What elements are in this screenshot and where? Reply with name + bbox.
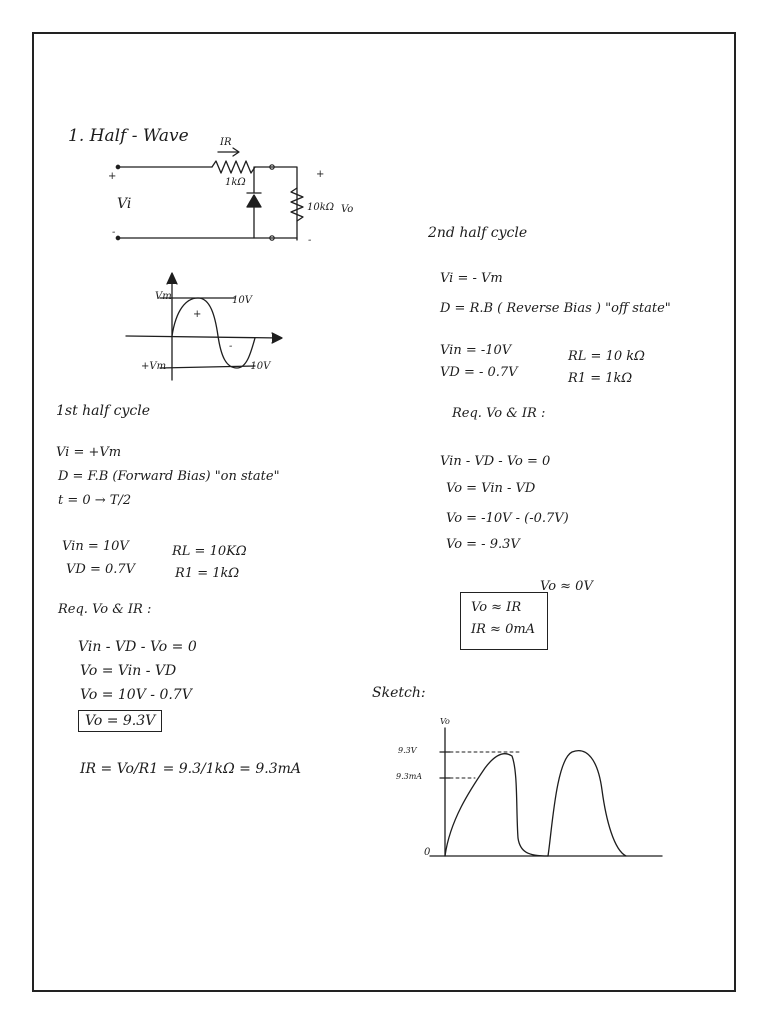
- equation-line: Vo = Vin - VD: [80, 663, 177, 679]
- load-resistor-label: 10kΩ: [307, 202, 335, 213]
- current-label: IR: [220, 137, 232, 148]
- boxed-line: IR ≈ 0mA: [471, 622, 536, 637]
- given-value: R1 = 1kΩ: [175, 566, 240, 581]
- output-minus-sign: -: [308, 235, 312, 246]
- given-value: VD = - 0.7V: [440, 365, 518, 380]
- second-half-line: D = R.B ( Reverse Bias ) "off state": [440, 301, 671, 316]
- given-value: VD = 0.7V: [66, 562, 136, 577]
- input-minus-sign: -: [112, 227, 116, 238]
- second-half-heading: 2nd half cycle: [428, 225, 528, 241]
- tick-label: 9.3mA: [396, 772, 423, 781]
- equation-line: Vo = - 9.3V: [446, 537, 520, 552]
- output-plus-sign: +: [316, 169, 325, 180]
- negative-vm-label: +Vm: [141, 361, 167, 372]
- negative-peak-label: -10V: [247, 361, 271, 372]
- second-half-line: Vi = - Vm: [440, 271, 503, 286]
- approx-result: Vo ≈ 0V: [540, 579, 593, 594]
- given-value: RL = 10KΩ: [172, 544, 247, 559]
- first-half-line: D = F.B (Forward Bias) "on state": [58, 469, 280, 484]
- equation-line: Vo = -10V - (-0.7V): [446, 511, 569, 526]
- equation-line: Vo = Vin - VD: [446, 481, 536, 496]
- equation-line: Vo = 10V - 0.7V: [80, 687, 192, 703]
- positive-peak-label: 10V: [232, 295, 252, 306]
- vm-label: Vm: [155, 291, 172, 302]
- given-value: RL = 10 kΩ: [568, 349, 645, 364]
- input-plus-sign: +: [108, 171, 117, 182]
- first-half-heading: 1st half cycle: [56, 403, 150, 419]
- resistor-1k-label: 1kΩ: [225, 177, 246, 188]
- origin-label: 0: [424, 847, 431, 858]
- given-value: R1 = 1kΩ: [568, 371, 633, 386]
- sketch-heading: Sketch:: [372, 685, 426, 701]
- boxed-line: Vo ≈ IR: [471, 600, 522, 615]
- output-voltage-label: Vo: [341, 204, 354, 215]
- negative-half-sign: -: [229, 341, 233, 352]
- tick-label: 9.3V: [398, 746, 417, 755]
- equation-line: Vin - VD - Vo = 0: [78, 639, 197, 655]
- required-label: Req. Vo & IR :: [58, 602, 152, 617]
- page-title: 1. Half - Wave: [68, 126, 189, 146]
- given-value: Vin = 10V: [62, 539, 129, 554]
- positive-half-sign: +: [193, 309, 202, 320]
- input-voltage-label: Vi: [117, 196, 132, 212]
- equation-line: Vin - VD - Vo = 0: [440, 454, 551, 469]
- current-equation: IR = Vo/R1 = 9.3/1kΩ = 9.3mA: [80, 761, 302, 777]
- result-box: Vo = 9.3V: [78, 710, 162, 732]
- required-label: Req. Vo & IR :: [452, 406, 546, 421]
- first-half-line: t = 0 → T/2: [58, 493, 132, 508]
- y-axis-label: Vo: [440, 717, 450, 726]
- first-half-line: Vi = +Vm: [56, 445, 122, 460]
- given-value: Vin = -10V: [440, 343, 512, 358]
